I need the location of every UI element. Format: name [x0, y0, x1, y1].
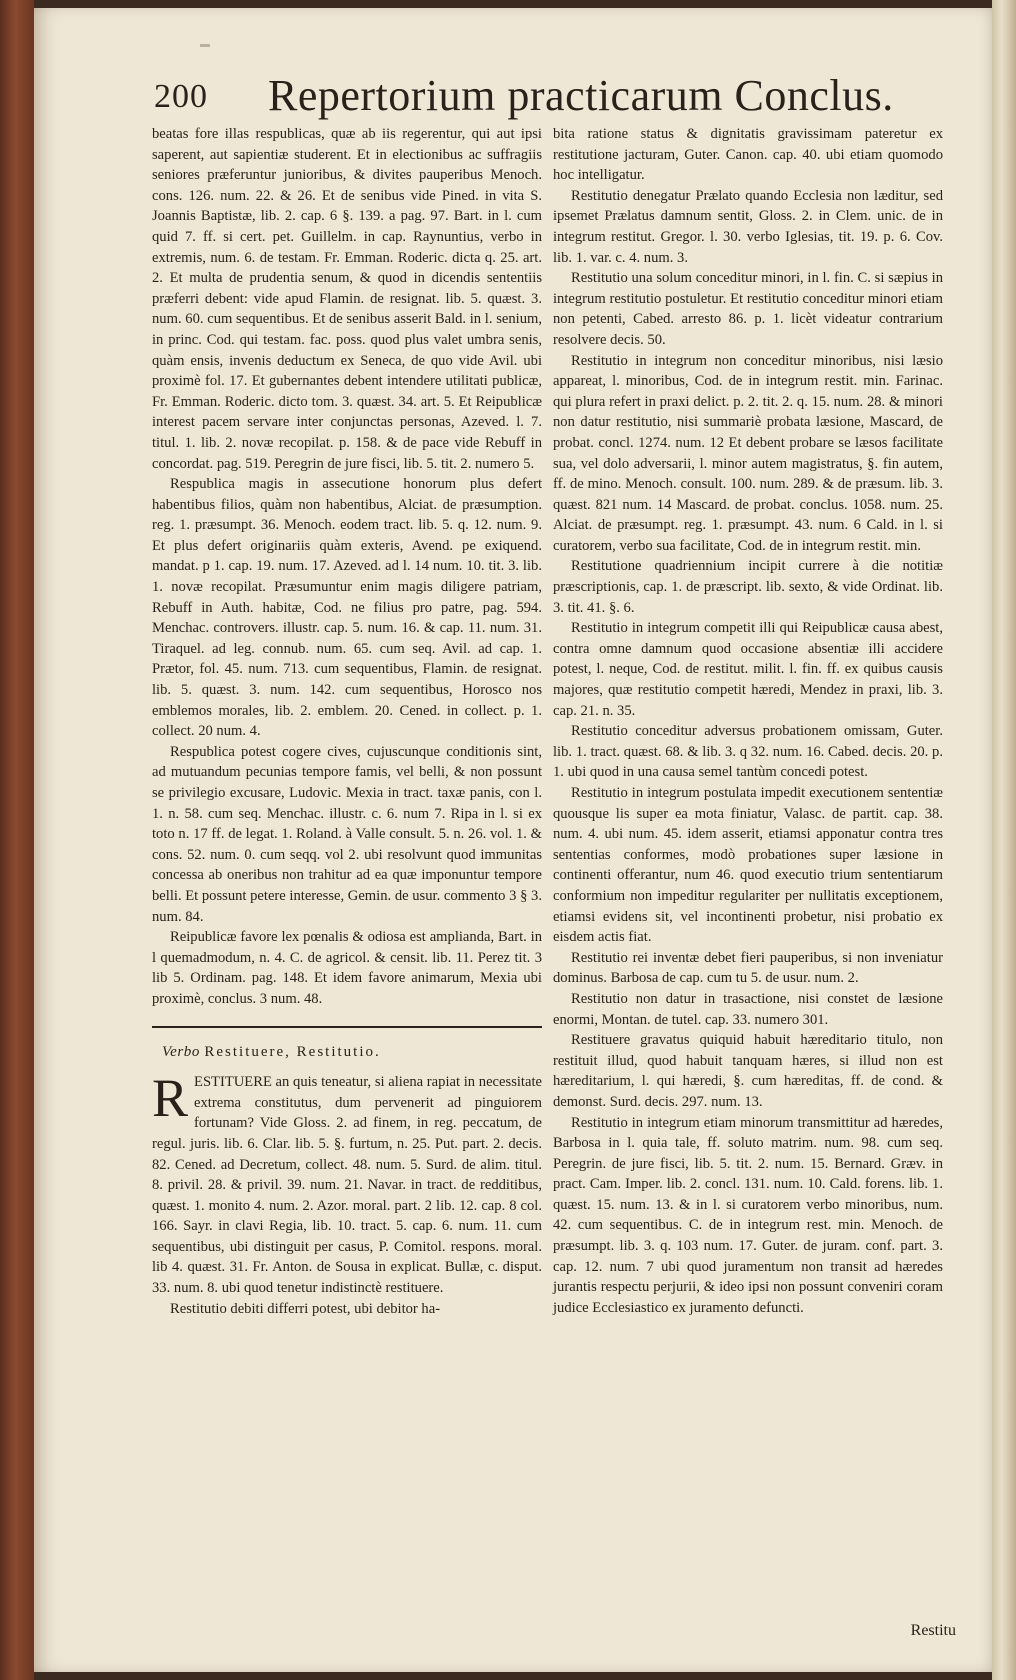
left-column	[152, 124, 542, 1319]
paragraph: Restitutio in integrum etiam minorum transmittitur ad hæredes, Barbosa in l. quia tale, ff. soluto matrim. num. 98. cum seq. Peregrin. de jure fisci, lib. 5. tit. 2. num. 15. Bernard. Græv. in pract. Cam. Imper. lib. 2. concl. 131. num. 10. Cald. forens. lib. 1. quæst. 15. num. 13. & in l. si curatorem verbo minoribus, num. 42. cum sequentibus. C. de in integrum rest. min. Menoch. de præsumpt. lib. 3. q. 103 num. 17. Guter. de juram. conf. part. 3. cap. 12. num. 7 ubi quod juramentum non transit ad hæredes jurantis respectu perjurii, & ideo ipsi non possunt conveniri coram judice Ecclesiastico ex juramento defuncti.	[553, 1114, 943, 1316]
paragraph: Restitutio debiti differri potest, ubi debitor ha-	[170, 1300, 441, 1317]
paragraph: Restitutio denegatur Prælato quando Ecclesia non læditur, sed ipsemet Prælatus damnum sentit, Gloss. 2. in Clem. unic. de in integrum restitut. Gregor. l. 30. verbo Iglesias, tit. 19. p. 6. Cov. lib. 1. var. c. 4. num. 3.	[553, 187, 943, 266]
paragraph: Respublica magis in assecutione honorum plus defert habentibus filios, quàm non habentibus, Alciat. de præsumption. reg. 1. præsumpt. 36. Menoch. eodem tract. lib. 5. q. 12. num. 9. Et plus defert originariis quàm exteris, Avend. pe exiquend. mandat. p 1. cap. 19. num. 17. Azeved. ad l. 14 num. 10. tit. 3. lib. 1. novæ recopilat. Præsumuntur enim magis diligere patriam, Rebuff in Auth. habitæ, Cod. ne filius pro patre, pag. 594. Menchac. controvers. illustr. cap. 5. num. 16. & cap. 11. num. 31. Tiraquel. ad leg. connub. num. 65. cum seq. Avil. ad cap. 1. Prætor, fol. 45. num. 713. cum sequentibus, Flamin. de resignat. lib. 5. quæst. 3. num. 142. cum sequentibus, Horosco nos emblemos morales, lib. 2. emblem. 20. Cened. in collect. p. 1. collect. 20 num. 4.	[152, 476, 542, 740]
heading-verbo: Verbo	[162, 1043, 200, 1060]
book-spine	[0, 0, 34, 1680]
running-title: Repertorium practicarum Conclus.	[268, 71, 894, 120]
drop-cap: R	[152, 1068, 189, 1129]
paragraph: Restitutione quadriennium incipit currere à die notitiæ præscriptionis, cap. 1. de præscript. lib. sexto, & vide Ordinat. lib. 3. tit. 41. §. 6.	[553, 558, 943, 616]
page-header	[118, 70, 918, 122]
page-number: 200	[154, 78, 208, 115]
paragraph: beatas fore illas respublicas, quæ ab iis regerentur, qui aut ipsi saperent, aut sapientiæ studerent. Et in electionibus ac suffragiis seniores præferuntur junioribus, & divites pauperibus Menoch. cons. 126. num. 22. & 26. Et de senibus vide Pined. in vita S. Joannis Baptistæ, lib. 2. cap. 6 §. 139. a pag. 97. Bart. in l. cum quid 7. ff. si cert. pet. Guillelm. in cap. Raynuntius, verbo in extremis, num. 6. de testam. Fr. Emman. Roderic. dicta q. 25. art. 2. Et multa de prudentia senum, & quod in dicendis sententiis præferri debent: vide apud Flamin. de resignat. lib. 5. quæst. 3. num. 60. cum sequentibus. Et de senibus asserit Bald. in l. senium, in princ. Cod. qui testam. fac. poss. quod plus valet umbra senis, quàm ensis, invenis deductum ex Seneca, de quo vide Avil. ubi proximè fol. 17. Et gubernantes debent intendere utilitati publicæ, Fr. Emman. Roderic. dicto tom. 3. quæst. 34. art. 5. Et Reipublicæ interest pacem servare inter conjunctas personas, Azeved. l. 7. titul. 1. lib. 2. novæ recopilat. p. 158. & de pace vide Rebuff in concordat. pag. 519. Peregrin de jure fisci, lib. 5. tit. 2. numero 5.	[152, 126, 542, 472]
section-first-paragraph	[152, 1068, 542, 1299]
right-column	[553, 124, 943, 1318]
paragraph: Reipublicæ favore lex pœnalis & odiosa est amplianda, Bart. in l quemadmodum, n. 4. C. de agricol. & censit. lib. 11. Perez tit. 3 lib 5. Ordinam. pag. 148. Et idem favore animarum, Mexia ubi proximè, conclus. 3 num. 48.	[152, 929, 542, 1007]
paragraph: bita ratione status & dignitatis gravissimam pateretur ex restitutione jacturam, Guter. Canon. cap. 40. ubi etiam quomodo hoc intelligatur.	[553, 126, 943, 184]
paragraph: Restitutio in integrum competit illi qui Reipublicæ causa abest, contra omne damnum quod occasione absentiæ illi accidere potest, l. neque, Cod. de restitut. milit. l. fin. ff. ex quibus causis majores, quæ restitutio competit hæredi, Mendez in praxi, lib. 3. cap. 21. n. 35.	[553, 620, 943, 719]
paragraph: Restitutio conceditur adversus probationem omissam, Guter. lib. 1. tract. quæst. 68. & lib. 3. q 32. num. 16. Cabed. decis. 20. p. 1. ubi quod in una causa semel tantùm concedi potest.	[553, 723, 943, 781]
heading-terms: Restituere, Restitutio.	[204, 1043, 381, 1060]
paragraph: Restitutio in integrum postulata impedit executionem sententiæ quousque lis super ea mota finiatur, Valasc. de partit. cap. 38. num. 4. ubi num. 45. idem asserit, etiamsi apponatur contra tres sententias conformes, modò probationes super læsione in continenti offerantur, num 46. quod executio trium sententiarum conformium non impeditur regulariter per nullitatis exceptionem, etiamsi evidens sit, vel incontinenti probetur, nisi probatio ex eisdem actis fiat.	[553, 785, 943, 946]
paragraph: Respublica potest cogere cives, cujuscunque conditionis sint, ad mutuandum pecunias tempore famis, vel belli, & non possunt se privilegio excusare, Ludovic. Mexia in tract. taxæ panis, con l. 1. n. 58. cum seq. Menchac. illustr. c. 6. num 7. Ripa in l. si ex toto n. 17 ff. de legat. 1. Roland. à Valle consult. 5. n. 26. vol. 1. & cons. 52. num. 0. cum seqq. vol 2. ubi resolvunt quod immunitas concessa ab oneribus non trahitur ad ea quæ imponuntur tempore belli. Et possunt petere interesse, Gemin. de usur. commento 3 § 3. num. 84.	[152, 743, 542, 925]
section-first-text: ESTITUERE an quis teneatur, si aliena rapiat in necessitate extrema constitutus, dum pervenerit ad pinguiorem fortunam? Vide Gloss. 2. ad finem, in reg. peccatum, de regul. juris. lib. 6. Clar. lib. 5. §. furtum, n. 25. Put. part. 2. decis. 82. Cened. ad Decretum, collect. 48. num. 5. Surd. de alim. titul. 8. privil. 28. & privil. 39. num. 21. Navar. in tract. de redditibus, quæst. 1. monito 4. num. 2. Azor. moral. part. 2 lib. 12. cap. 8 col. 166. Sayr. in clavi Regia, lib. 10. tract. 5. cap. 6. num. 11. cum sequentibus, ubi distinguit per casus, P. Comitol. respons. moral. lib 4. quæst. 31. Fr. Anton. de Sousa in explicat. Bullæ, c. disput. 33. num. 8. ubi quod tenetur indistinctè restituere.	[152, 1074, 542, 1297]
paragraph: Restituere gravatus quiquid habuit hæreditario titulo, non restituit illud, quod habuit tanquam hæres, si illud non est hæreditarium, l. qui hæredi, §. cum hæreditas, ff. de cond. & demonst. Surd. decis. 297. num. 13.	[553, 1032, 943, 1110]
catchword: Restitu	[910, 1622, 956, 1639]
paragraph: Restitutio non datur in trasactione, nisi constet de læsione enormi, Montan. de tutel. cap. 33. numero 301.	[553, 990, 943, 1028]
page-edges	[992, 0, 1016, 1680]
paragraph: Restitutio in integrum non conceditur minoribus, nisi læsio appareat, l. minoribus, Cod. de in integrum restit. min. Farinac. qui plura refert in praxi delict. p. 2. tit. 2. q. 15. num. 28. & minori non datur restitutio, nisi summariè probata læsione, Mascard, de probat. concl. 1274. num. 12 Et debent probare se læsos facilitate sua, vel dolo adversarii, l. minor autem magistratus, §. fin autem, ff. de mino. Menoch. consult. 100. num. 289. & de præsum. lib. 3. quæst. 821 num. 14 Mascard. de probat. conclus. 1058. num. 25. Alciat. de præsumpt. reg. 1. præsumpt. 43. num. 6 Cald. in l. si curatorem, verbo sua facilitate, Cod. de in integrum restit. min.	[553, 352, 943, 554]
section-heading	[162, 1042, 542, 1063]
ink-mark	[200, 44, 210, 47]
paragraph: Restitutio rei inventæ debet fieri pauperibus, si non inveniatur dominus. Barbosa de cap. cum tu 5. de usur. num. 2.	[553, 949, 943, 987]
section-divider	[152, 1026, 542, 1028]
paragraph: Restitutio una solum conceditur minori, in l. fin. C. si sæpius in integrum restitutio postuletur. Et restitutio conceditur minori etiam non petenti, Cabed. arresto 86. p. 1. licèt videatur contrarium resolvere decis. 50.	[553, 270, 943, 348]
